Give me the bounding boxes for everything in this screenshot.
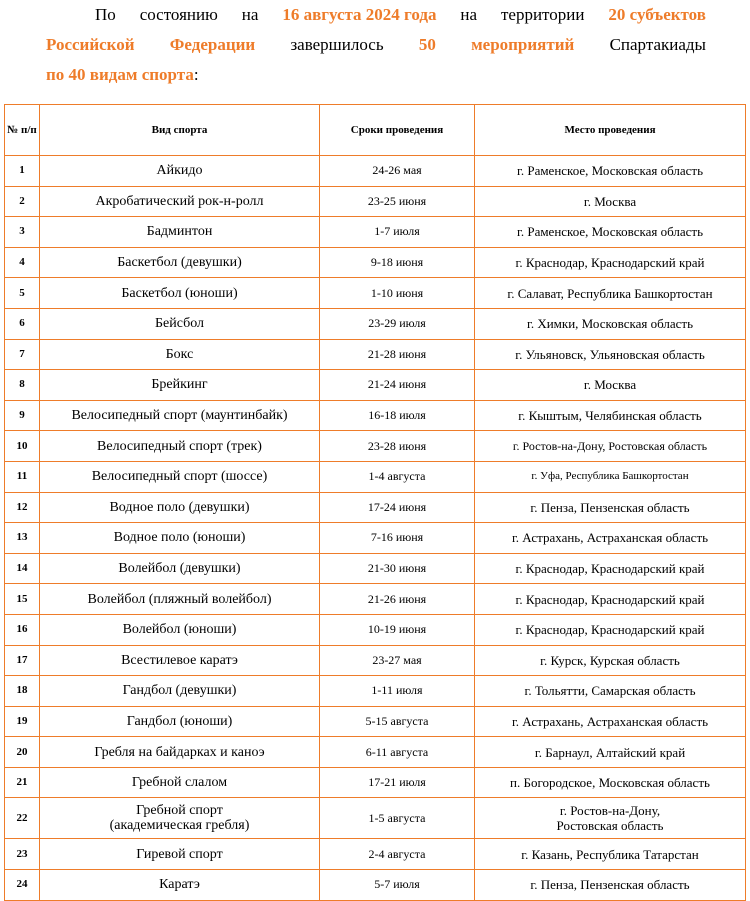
cell-dates: 23-27 мая — [320, 645, 475, 676]
cell-place: г. Краснодар, Краснодарский край — [475, 553, 746, 584]
cell-sport — [40, 798, 320, 839]
cell-num: 2 — [5, 186, 40, 217]
events-table — [4, 104, 746, 901]
cell-sport: Велосипедный спорт (трек) — [40, 431, 320, 462]
intro-word: мероприятий — [471, 35, 575, 54]
cell-dates: 1-11 июля — [320, 676, 475, 707]
table-row — [5, 870, 746, 901]
cell-sport: Велосипедный спорт (маунтинбайк) — [40, 400, 320, 431]
table-row — [5, 308, 746, 339]
table-row — [5, 645, 746, 676]
table-row — [5, 767, 746, 798]
cell-num: 4 — [5, 247, 40, 278]
table-row — [5, 706, 746, 737]
table-row — [5, 278, 746, 309]
cell-place: г. Раменское, Московская область — [475, 217, 746, 248]
cell-num: 7 — [5, 339, 40, 370]
cell-sport: Водное поло (девушки) — [40, 492, 320, 523]
cell-num: 11 — [5, 461, 40, 492]
cell-place: г. Барнаул, Алтайский край — [475, 737, 746, 768]
intro-regions-count: 20 субъектов — [608, 5, 706, 24]
cell-num: 18 — [5, 676, 40, 707]
table-row — [5, 839, 746, 870]
cell-dates: 1-4 августа — [320, 461, 475, 492]
cell-place: г. Уфа, Республика Башкортостан — [475, 461, 746, 492]
cell-dates: 23-29 июля — [320, 308, 475, 339]
cell-sport: Каратэ — [40, 870, 320, 901]
cell-dates: 6-11 августа — [320, 737, 475, 768]
cell-sport: Брейкинг — [40, 370, 320, 401]
header-sport: Вид спорта — [40, 105, 320, 156]
intro-word: Федерации — [169, 35, 256, 54]
cell-dates: 10-19 июня — [320, 614, 475, 645]
cell-dates: 5-15 августа — [320, 706, 475, 737]
header-num: № п/п — [5, 105, 40, 156]
cell-place: г. Пенза, Пензенская область — [475, 492, 746, 523]
cell-sport: Гандбол (девушки) — [40, 676, 320, 707]
cell-num: 9 — [5, 400, 40, 431]
table-row — [5, 461, 746, 492]
intro-word: на — [241, 5, 259, 24]
table-row — [5, 247, 746, 278]
cell-sport: Баскетбол (девушки) — [40, 247, 320, 278]
table-row — [5, 614, 746, 645]
intro-word: Российской — [46, 35, 135, 54]
cell-place: г. Кыштым, Челябинская область — [475, 400, 746, 431]
header-place: Место проведения — [475, 105, 746, 156]
cell-place: г. Астрахань, Астраханская область — [475, 523, 746, 554]
cell-sport: Волейбол (девушки) — [40, 553, 320, 584]
cell-place: г. Краснодар, Краснодарский край — [475, 584, 746, 615]
cell-num: 5 — [5, 278, 40, 309]
cell-dates: 23-25 июня — [320, 186, 475, 217]
table-row — [5, 339, 746, 370]
cell-dates: 1-10 июня — [320, 278, 475, 309]
cell-sport: Акробатический рок-н-ролл — [40, 186, 320, 217]
cell-dates: 1-5 августа — [320, 798, 475, 839]
cell-place: г. Краснодар, Краснодарский край — [475, 247, 746, 278]
table-row — [5, 370, 746, 401]
cell-dates: 21-26 июня — [320, 584, 475, 615]
cell-dates: 2-4 августа — [320, 839, 475, 870]
cell-place-line: г. Ростов-на-Дону, — [559, 803, 661, 819]
cell-dates: 16-18 июля — [320, 400, 475, 431]
cell-place: г. Курск, Курская область — [475, 645, 746, 676]
intro-word: на — [460, 5, 478, 24]
cell-place — [475, 798, 746, 839]
intro-line-3 — [46, 60, 706, 90]
cell-dates: 24-26 мая — [320, 156, 475, 187]
cell-num: 22 — [5, 798, 40, 839]
cell-place: г. Астрахань, Астраханская область — [475, 706, 746, 737]
cell-num: 8 — [5, 370, 40, 401]
cell-sport: Гиревой спорт — [40, 839, 320, 870]
table-row — [5, 553, 746, 584]
cell-sport: Бейсбол — [40, 308, 320, 339]
intro-word: завершилось — [290, 35, 384, 54]
cell-sport: Баскетбол (юноши) — [40, 278, 320, 309]
cell-place: г. Ростов-на-Дону, Ростовская область — [475, 431, 746, 462]
cell-dates: 23-28 июня — [320, 431, 475, 462]
cell-sport: Всестилевое каратэ — [40, 645, 320, 676]
cell-num: 10 — [5, 431, 40, 462]
cell-num: 17 — [5, 645, 40, 676]
cell-sport: Гребля на байдарках и каноэ — [40, 737, 320, 768]
cell-place: г. Пенза, Пензенская область — [475, 870, 746, 901]
cell-place: г. Москва — [475, 186, 746, 217]
cell-num: 13 — [5, 523, 40, 554]
intro-paragraph — [46, 0, 706, 90]
table-row — [5, 492, 746, 523]
intro-word: Спартакиады — [609, 35, 706, 54]
cell-place: п. Богородское, Московская область — [475, 767, 746, 798]
table-row — [5, 737, 746, 768]
cell-sport: Волейбол (пляжный волейбол) — [40, 584, 320, 615]
cell-sport: Гандбол (юноши) — [40, 706, 320, 737]
intro-word: По — [95, 5, 116, 24]
table-row — [5, 523, 746, 554]
cell-place: г. Ульяновск, Ульяновская область — [475, 339, 746, 370]
cell-dates: 17-24 июня — [320, 492, 475, 523]
table-row — [5, 676, 746, 707]
intro-date: 16 августа 2024 года — [282, 5, 437, 24]
table-row — [5, 798, 746, 839]
cell-num: 15 — [5, 584, 40, 615]
cell-num: 1 — [5, 156, 40, 187]
cell-place: г. Краснодар, Краснодарский край — [475, 614, 746, 645]
cell-num: 20 — [5, 737, 40, 768]
table-header-row — [5, 105, 746, 156]
table-row — [5, 584, 746, 615]
intro-sports-count: по 40 видам спорта — [46, 65, 194, 84]
intro-line-1 — [46, 0, 706, 30]
cell-sport-line: Гребной спорт — [136, 803, 223, 819]
cell-num: 19 — [5, 706, 40, 737]
intro-line-2 — [46, 30, 706, 60]
intro-word: состоянию — [139, 5, 218, 24]
cell-sport: Гребной слалом — [40, 767, 320, 798]
cell-dates: 21-24 июня — [320, 370, 475, 401]
cell-place: г. Химки, Московская область — [475, 308, 746, 339]
table-row — [5, 186, 746, 217]
intro-colon: : — [193, 65, 199, 84]
cell-sport-line: (академическая гребля) — [109, 818, 250, 834]
cell-dates: 7-16 июня — [320, 523, 475, 554]
cell-place-line: Ростовская область — [556, 818, 664, 834]
cell-sport: Бадминтон — [40, 217, 320, 248]
cell-place: г. Салават, Республика Башкортостан — [475, 278, 746, 309]
table-row — [5, 400, 746, 431]
cell-sport: Водное поло (юноши) — [40, 523, 320, 554]
cell-dates: 21-28 июня — [320, 339, 475, 370]
cell-num: 12 — [5, 492, 40, 523]
cell-sport: Волейбол (юноши) — [40, 614, 320, 645]
header-dates: Сроки проведения — [320, 105, 475, 156]
cell-dates: 17-21 июля — [320, 767, 475, 798]
table-row — [5, 217, 746, 248]
cell-num: 3 — [5, 217, 40, 248]
cell-num: 23 — [5, 839, 40, 870]
cell-dates: 9-18 июня — [320, 247, 475, 278]
intro-events-count: 50 — [418, 35, 436, 54]
table-row — [5, 156, 746, 187]
table-row — [5, 431, 746, 462]
cell-dates: 5-7 июля — [320, 870, 475, 901]
cell-num: 24 — [5, 870, 40, 901]
intro-word: территории — [500, 5, 585, 24]
cell-place: г. Раменское, Московская область — [475, 156, 746, 187]
cell-sport: Велосипедный спорт (шоссе) — [40, 461, 320, 492]
cell-place: г. Казань, Республика Татарстан — [475, 839, 746, 870]
cell-num: 14 — [5, 553, 40, 584]
cell-sport: Бокс — [40, 339, 320, 370]
cell-num: 21 — [5, 767, 40, 798]
cell-place: г. Москва — [475, 370, 746, 401]
cell-place: г. Тольятти, Самарская область — [475, 676, 746, 707]
cell-num: 6 — [5, 308, 40, 339]
cell-dates: 21-30 июня — [320, 553, 475, 584]
cell-sport: Айкидо — [40, 156, 320, 187]
cell-num: 16 — [5, 614, 40, 645]
cell-dates: 1-7 июля — [320, 217, 475, 248]
